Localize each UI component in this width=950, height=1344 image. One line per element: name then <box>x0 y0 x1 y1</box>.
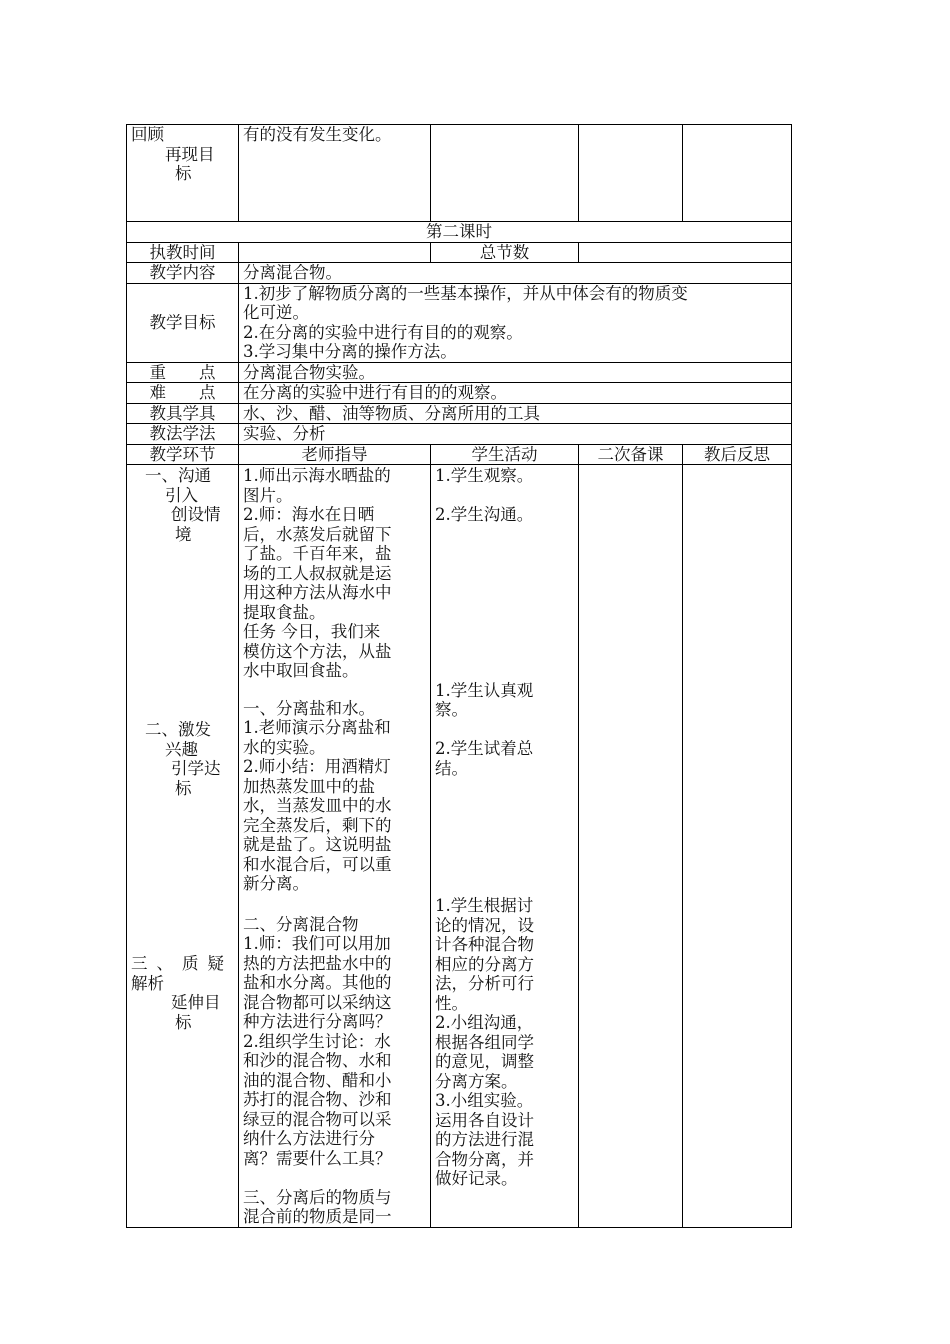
stage1-line-4: 境 <box>175 524 192 544</box>
student3-line-6: 性。 <box>435 993 468 1013</box>
key-value: 分离混合物实验。 <box>239 362 792 383</box>
stage3-line-3: 延伸目 <box>171 993 221 1012</box>
teacher3-line-16: 混合前的物质是同一 <box>243 1207 392 1226</box>
goals-label: 教学目标 <box>127 283 239 362</box>
goal-line-2: 化可逆。 <box>243 303 309 322</box>
teacher2-line-1: 一、分离盐和水。 <box>243 698 375 718</box>
teacher3-line-4: 盐和水分离。其他的 <box>243 973 392 992</box>
teacher2-line-6: 水，当蒸发皿中的水 <box>243 796 392 815</box>
lesson-plan-table <box>126 221 792 1228</box>
student3-line-5: 法，分析可行 <box>435 974 534 993</box>
review-stage-cell <box>127 125 239 222</box>
goal-line-4: 3.学习集中分离的操作方法。 <box>243 342 457 361</box>
teacher1-line-6: 场的工人叔叔就是运 <box>243 563 392 583</box>
teacher1-line-2: 图片。 <box>243 485 293 505</box>
student3-line-4: 相应的分离方 <box>435 954 534 974</box>
header-teacher: 老师指导 <box>239 444 431 465</box>
stage3-line-4: 标 <box>175 1012 192 1032</box>
header-reflection: 教后反思 <box>683 444 792 465</box>
teacher3-line-3: 热的方法把盐水中的 <box>243 953 392 973</box>
time-label: 执教时间 <box>127 242 239 263</box>
teacher3-line-12: 纳什么方法进行分 <box>243 1129 375 1148</box>
student1-line-3: 2.学生沟通。 <box>435 505 534 524</box>
student3-line-13: 的方法进行混 <box>435 1130 534 1149</box>
student2-line-4: 2.学生试着总 <box>435 739 534 758</box>
stage2-line-1: 二、激发 <box>145 720 211 739</box>
teacher2-line-4: 2.师小结：用酒精灯 <box>243 757 391 776</box>
teacher3-line-2: 1.师：我们可以用加 <box>243 934 391 953</box>
student3-line-10: 分离方案。 <box>435 1071 518 1091</box>
stage1-line-2: 引入 <box>165 485 198 505</box>
stage2-line-3: 引学达 <box>171 759 221 778</box>
teacher1-line-5: 了盐。千百年来，盐 <box>243 544 392 563</box>
student1-line-1: 1.学生观察。 <box>435 466 534 485</box>
teacher2-line-2: 1.老师演示分离盐和 <box>243 718 391 737</box>
teacher2-line-10: 新分离。 <box>243 874 309 893</box>
student3-line-15: 做好记录。 <box>435 1169 518 1188</box>
review-stage-line-2: 再现目 <box>165 144 215 164</box>
teacher1-line-9: 任务 今日，我们来 <box>243 622 381 641</box>
stage1-line-1: 一、沟通 <box>145 466 211 485</box>
review-table <box>126 124 792 222</box>
stage2-line-4: 标 <box>175 778 192 798</box>
teacher1-line-7: 用这种方法从海水中 <box>243 583 392 602</box>
stage3-line-1: 三、质疑 <box>131 954 233 973</box>
student3-line-3: 计各种混合物 <box>435 935 534 954</box>
teacher-guidance-cell <box>239 465 431 1228</box>
teacher1-line-4: 后，水蒸发后就留下 <box>243 524 392 544</box>
teacher1-line-11: 水中取回食盐。 <box>243 661 359 680</box>
difficulty-value: 在分离的实验中进行有目的的观察。 <box>239 383 792 404</box>
student3-line-11: 3.小组实验。 <box>435 1091 534 1110</box>
teacher1-line-1: 1.师出示海水晒盐的 <box>243 466 391 485</box>
content-value: 分离混合物。 <box>239 263 792 284</box>
tools-value: 水、沙、醋、油等物质、分离所用的工具 <box>239 403 792 424</box>
teacher3-line-9: 油的混合物、醋和小 <box>243 1070 392 1090</box>
student2-line-1: 1.学生认真观 <box>435 680 534 700</box>
review-prep-cell <box>579 125 683 222</box>
review-teacher-cell: 有的没有发生变化。 <box>239 125 431 222</box>
lesson-title: 第二课时 <box>127 222 792 243</box>
student3-line-8: 根据各组同学 <box>435 1032 534 1052</box>
teacher2-line-5: 加热蒸发皿中的盐 <box>243 776 375 796</box>
header-student: 学生活动 <box>431 444 579 465</box>
teacher3-line-5: 混合物都可以采纳这 <box>243 992 392 1012</box>
student-activity-cell <box>431 465 579 1228</box>
second-prep-cell <box>579 465 683 1228</box>
teacher3-line-6: 种方法进行分离吗？ <box>243 1012 392 1031</box>
teacher3-line-1: 二、分离混合物 <box>243 914 359 934</box>
teacher3-line-7: 2.组织学生讨论：水 <box>243 1031 391 1051</box>
methods-value: 实验、分析 <box>239 424 792 445</box>
student3-line-1: 1.学生根据讨 <box>435 896 534 915</box>
time-value <box>239 242 431 263</box>
header-stage: 教学环节 <box>127 444 239 465</box>
stage-cell <box>127 465 239 1228</box>
student2-line-2: 察。 <box>435 700 468 719</box>
review-reflection-cell <box>683 125 792 222</box>
student2-line-5: 结。 <box>435 758 468 778</box>
reflection-cell <box>683 465 792 1228</box>
student3-line-2: 论的情况，设 <box>435 915 534 935</box>
teacher1-line-10: 模仿这个方法，从盐 <box>243 641 392 661</box>
teacher3-line-11: 绿豆的混合物可以采 <box>243 1109 392 1129</box>
teacher3-line-10: 苏打的混合物、沙和 <box>243 1090 392 1109</box>
teacher1-line-8: 提取食盐。 <box>243 602 326 622</box>
key-label: 重 点 <box>127 362 239 383</box>
teacher2-line-7: 完全蒸发后，剩下的 <box>243 815 392 835</box>
teacher3-line-13: 离？需要什么工具？ <box>243 1148 392 1168</box>
goal-line-1: 1.初步了解物质分离的一些基本操作，并从中体会有的物质变 <box>243 283 688 303</box>
student3-line-9: 的意见，调整 <box>435 1052 534 1071</box>
teacher1-line-3: 2.师：海水在日晒 <box>243 505 375 524</box>
teacher3-line-15: 三、分离后的物质与 <box>243 1187 392 1207</box>
teacher2-line-3: 水的实验。 <box>243 737 326 757</box>
teacher3-line-8: 和沙的混合物、水和 <box>243 1051 392 1070</box>
student3-line-12: 运用各自设计 <box>435 1110 534 1130</box>
difficulty-label: 难 点 <box>127 383 239 404</box>
teacher2-line-8: 就是盐了。这说明盐 <box>243 835 392 854</box>
review-student-cell <box>431 125 579 222</box>
goals-cell <box>239 283 792 362</box>
tools-label: 教具学具 <box>127 403 239 424</box>
total-value <box>579 242 792 263</box>
teacher2-line-9: 和水混合后，可以重 <box>243 854 392 874</box>
content-label: 教学内容 <box>127 263 239 284</box>
stage3-line-2: 解析 <box>131 973 164 993</box>
methods-label: 教法学法 <box>127 424 239 445</box>
review-stage-line-1: 回顾 <box>131 125 164 144</box>
student3-line-7: 2.小组沟通， <box>435 1013 534 1032</box>
student3-line-14: 合物分离，并 <box>435 1149 534 1169</box>
stage2-line-2: 兴趣 <box>165 739 198 759</box>
stage1-line-3: 创设情 <box>171 505 221 524</box>
review-stage-line-3: 标 <box>175 164 192 183</box>
total-label: 总节数 <box>431 242 579 263</box>
header-second-prep: 二次备课 <box>579 444 683 465</box>
goal-line-3: 2.在分离的实验中进行有目的的观察。 <box>243 322 523 342</box>
